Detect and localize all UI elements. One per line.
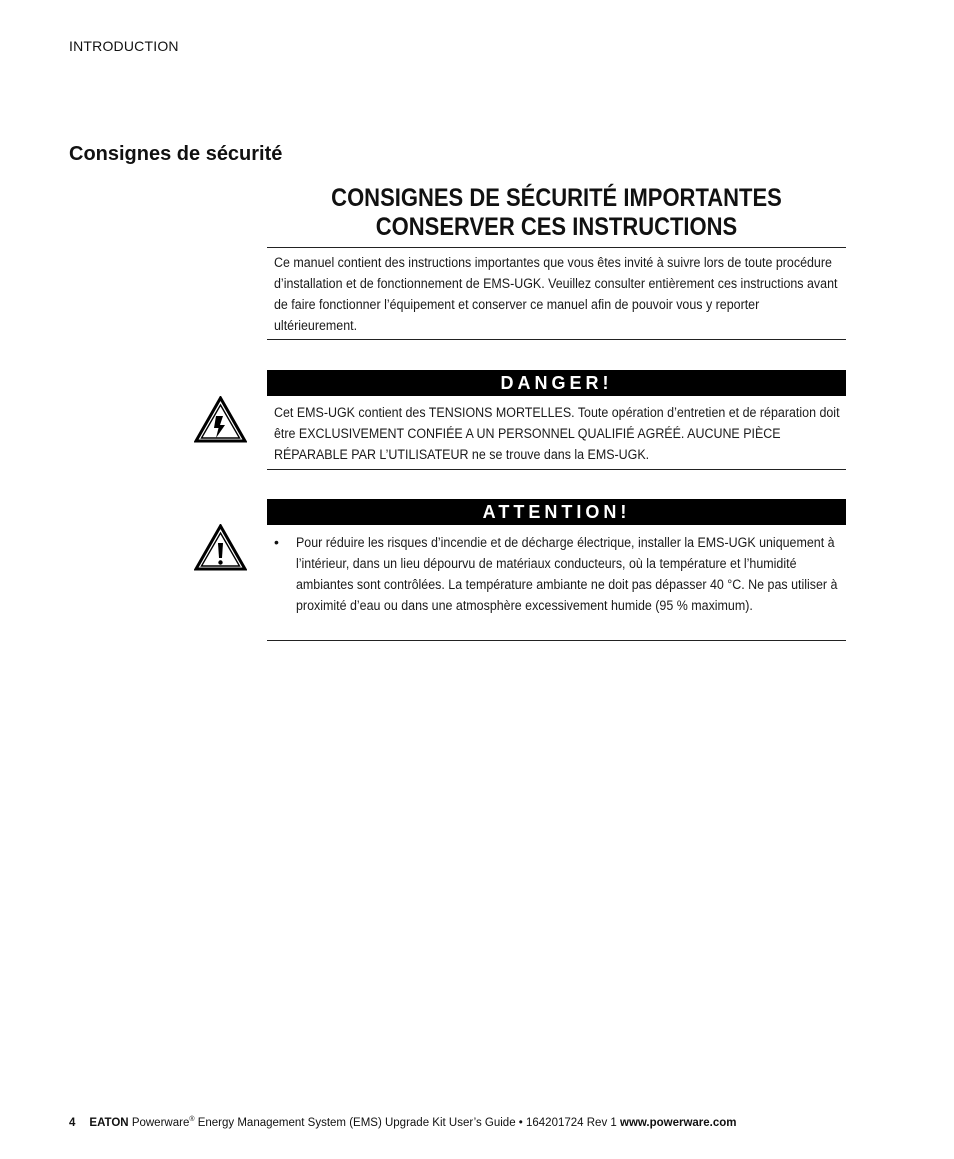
divider-danger-bottom	[267, 469, 846, 470]
footer-brand: EATON	[89, 1116, 129, 1129]
main-heading-line-2: CONSERVER CES INSTRUCTIONS	[375, 213, 738, 241]
exclamation-warning-icon	[194, 524, 247, 572]
danger-banner: DANGER!	[267, 370, 846, 396]
page-number: 4	[69, 1116, 76, 1129]
attention-banner: ATTENTION!	[267, 499, 846, 525]
footer-product: Powerware	[131, 1116, 190, 1129]
intro-paragraph	[274, 252, 844, 336]
page-footer	[69, 1116, 849, 1129]
danger-text: Cet EMS-UGK contient des TENSIONS MORTELLES. Toute opération d’entretien et de réparation doit être EXCLUSIVEMENT CONFIÉE A UN PERSONNEL QUALIFIÉ AGRÉÉ. AUCUNE PIÈCE RÉPARABLE PAR L’UTILISATEUR ne se trouve dans la EMS-UGK.	[274, 405, 840, 462]
divider-top	[267, 247, 846, 248]
main-heading-line-1: CONSIGNES DE SÉCURITÉ IMPORTANTES	[331, 184, 782, 212]
danger-paragraph	[274, 402, 844, 465]
attention-item-0: Pour réduire les risques d’incendie et de décharge électrique, installer la EMS-UGK uniquement à l’intérieur, dans un lieu dépourvu de matériaux conducteurs, où la température et l’humidité ambiantes sont contrôlées. La température ambiante ne doit pas dépasser 40 °C. Ne pas utiliser à proximité d’eau ou dans une atmosphère excessivement humide (95 % maximum).	[296, 535, 838, 613]
divider-intro-bottom	[267, 339, 846, 340]
main-heading	[302, 184, 812, 242]
divider-attention-bottom	[267, 640, 846, 641]
running-header: INTRODUCTION	[69, 38, 179, 54]
section-title: Consignes de sécurité	[69, 143, 283, 165]
footer-reg-mark: ®	[189, 1116, 195, 1123]
attention-item-text	[296, 532, 844, 616]
footer-website[interactable]: www.powerware.com	[620, 1116, 737, 1129]
high-voltage-warning-icon	[194, 396, 247, 444]
intro-text: Ce manuel contient des instructions importantes que vous êtes invité à suivre lors de toute procédure d’installation et de fonctionnement de EMS-UGK. Veuillez consulter entièrement ces instructions avant de faire fonctionner l’équipement et conserver ce manuel afin de pouvoir vous y reporter ultérieurement.	[274, 255, 838, 333]
footer-guide-title: Energy Management System (EMS) Upgrade Kit User’s Guide • 164201724 Rev 1	[194, 1116, 620, 1129]
bullet-icon: •	[274, 534, 279, 550]
